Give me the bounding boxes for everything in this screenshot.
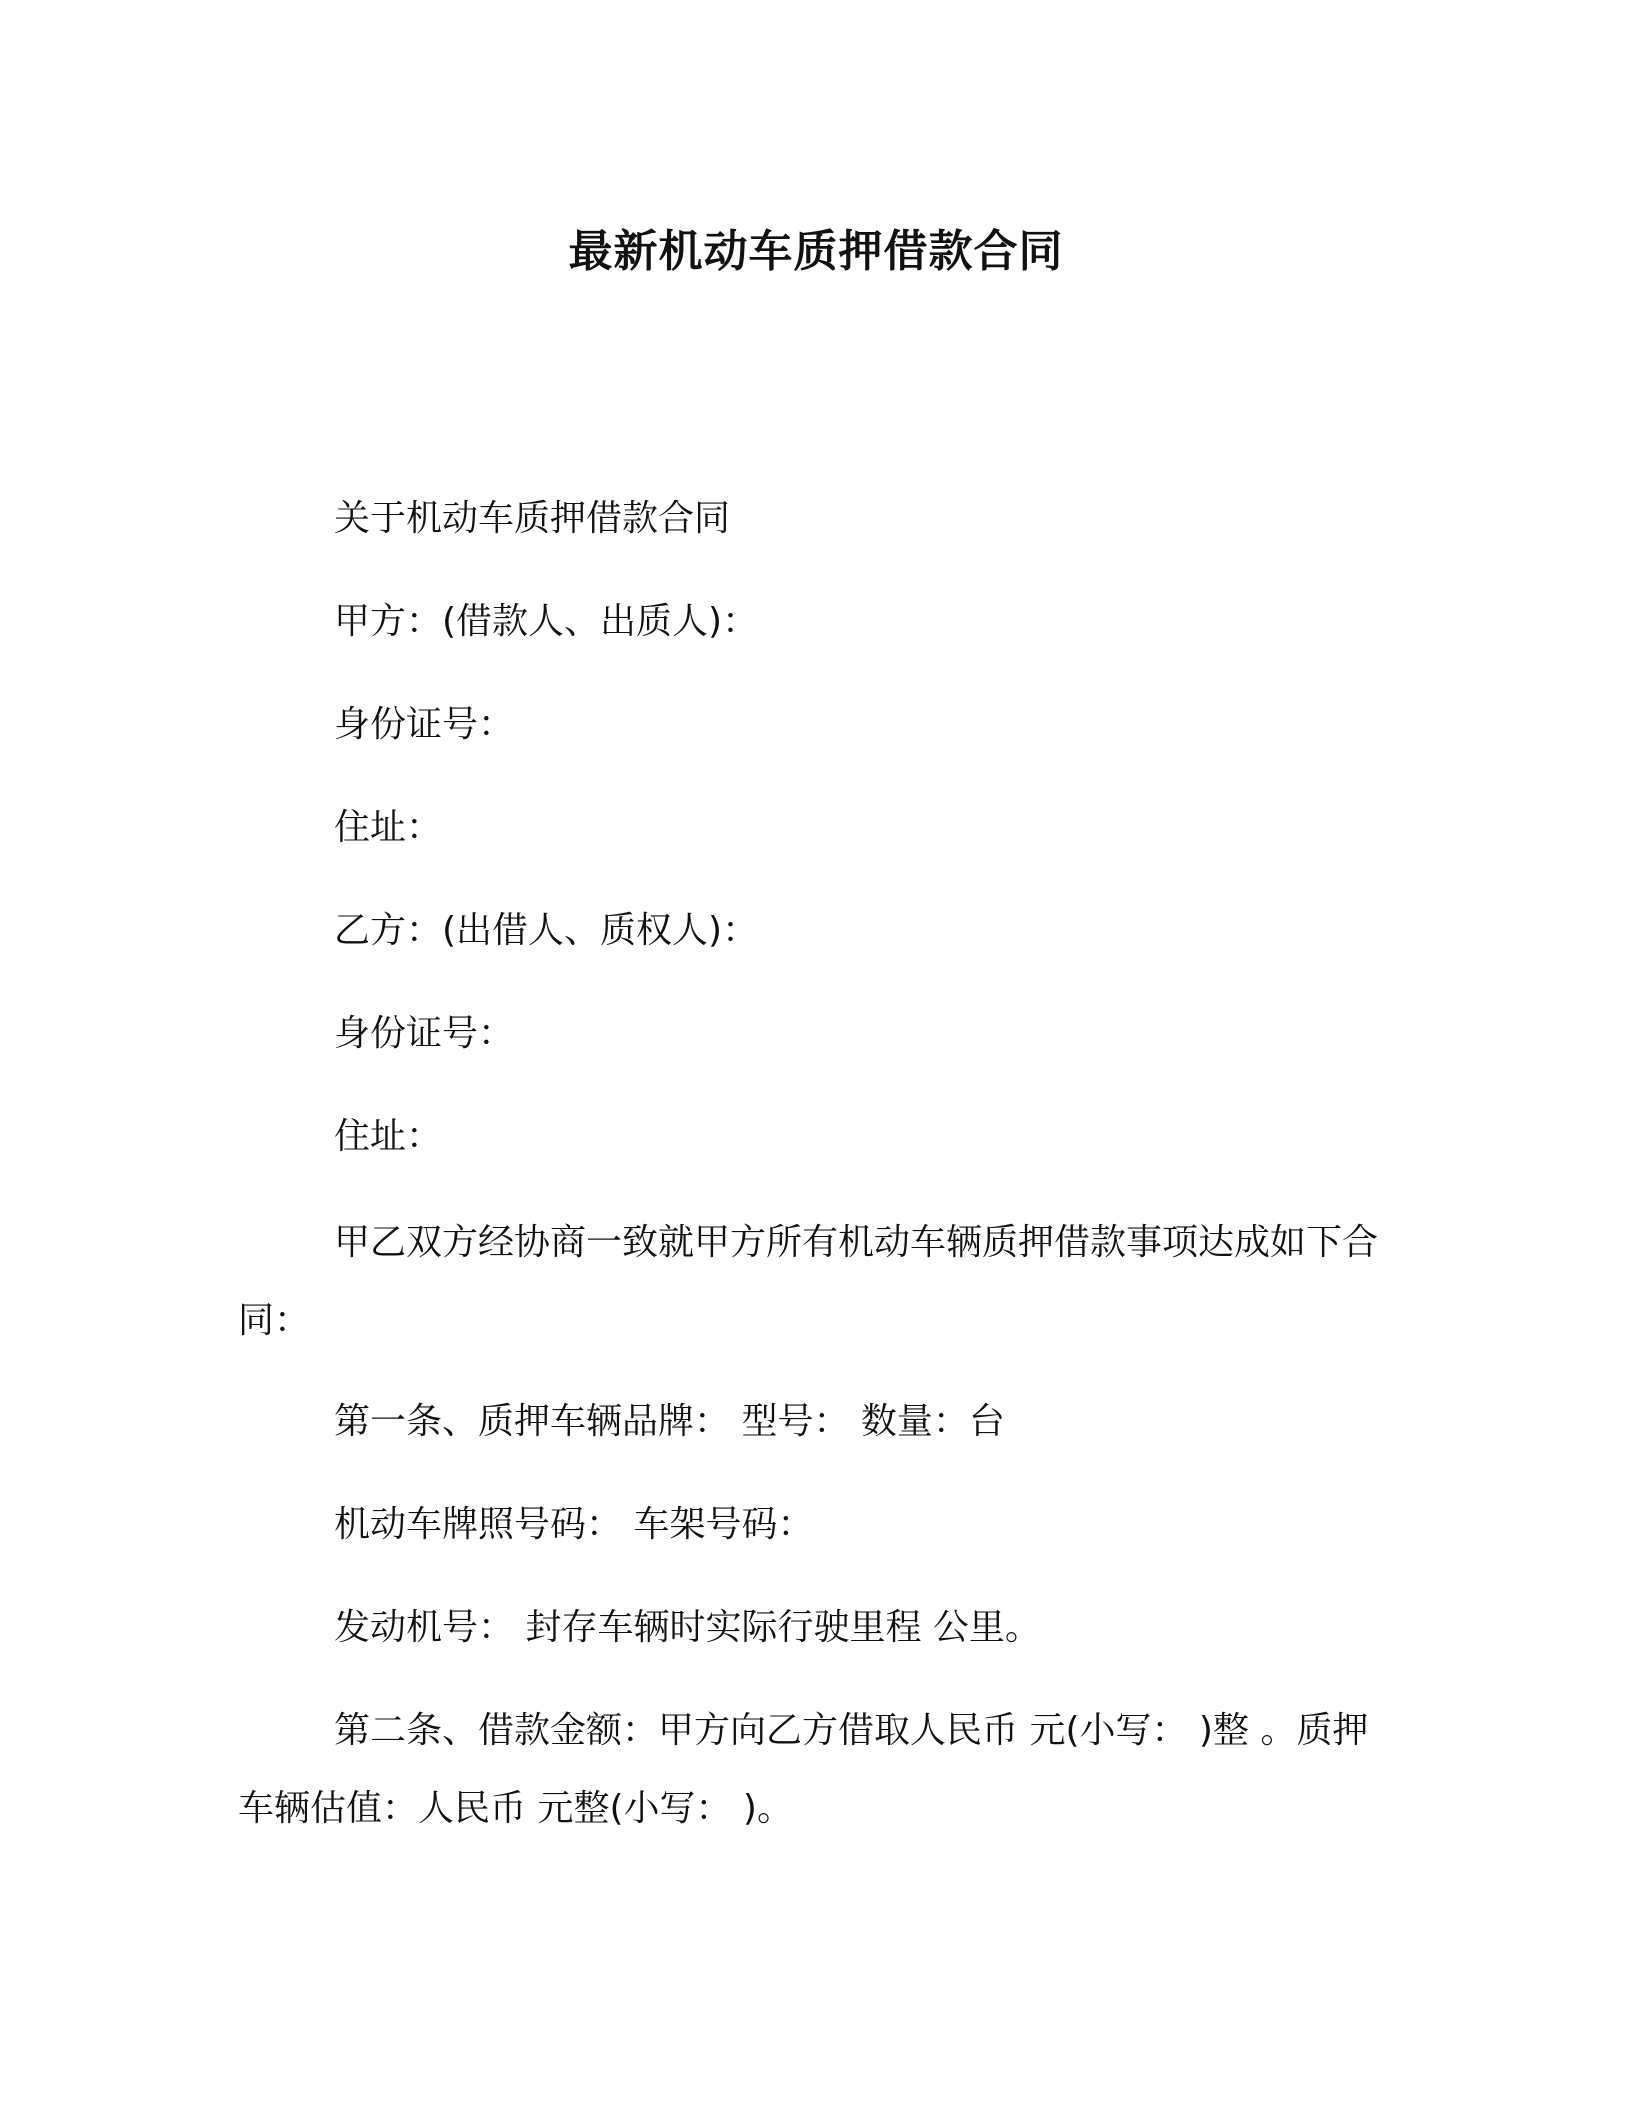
article-1-engine-mileage: 发动机号： 封存车辆时实际行驶里程 公里。	[334, 1607, 1041, 1648]
article-2-loan-amount: 第二条、借款金额：甲方向乙方借取人民币 元(小写： )整 。质押车辆估值：人民币 元整(小写： )。	[238, 1710, 1369, 1829]
party-b-label: 乙方：(出借人、质权人)：	[334, 910, 759, 951]
party-a-address: 住址：	[334, 807, 443, 848]
document-title: 最新机动车质押借款合同	[568, 226, 1064, 277]
party-a-id-number: 身份证号：	[334, 704, 515, 745]
contract-subtitle: 关于机动车质押借款合同	[334, 498, 731, 539]
article-1-plate-frame: 机动车牌照号码： 车架号码：	[334, 1504, 814, 1545]
agreement-paragraph: 甲乙双方经协商一致就甲方所有机动车辆质押借款事项达成如下合同：	[238, 1222, 1379, 1341]
party-b-id-number: 身份证号：	[334, 1013, 515, 1054]
article-1-vehicle-info: 第一条、质押车辆品牌： 型号： 数量：台	[334, 1401, 1005, 1442]
party-a-label: 甲方：(借款人、出质人)：	[334, 601, 759, 642]
party-b-address: 住址：	[334, 1116, 443, 1157]
